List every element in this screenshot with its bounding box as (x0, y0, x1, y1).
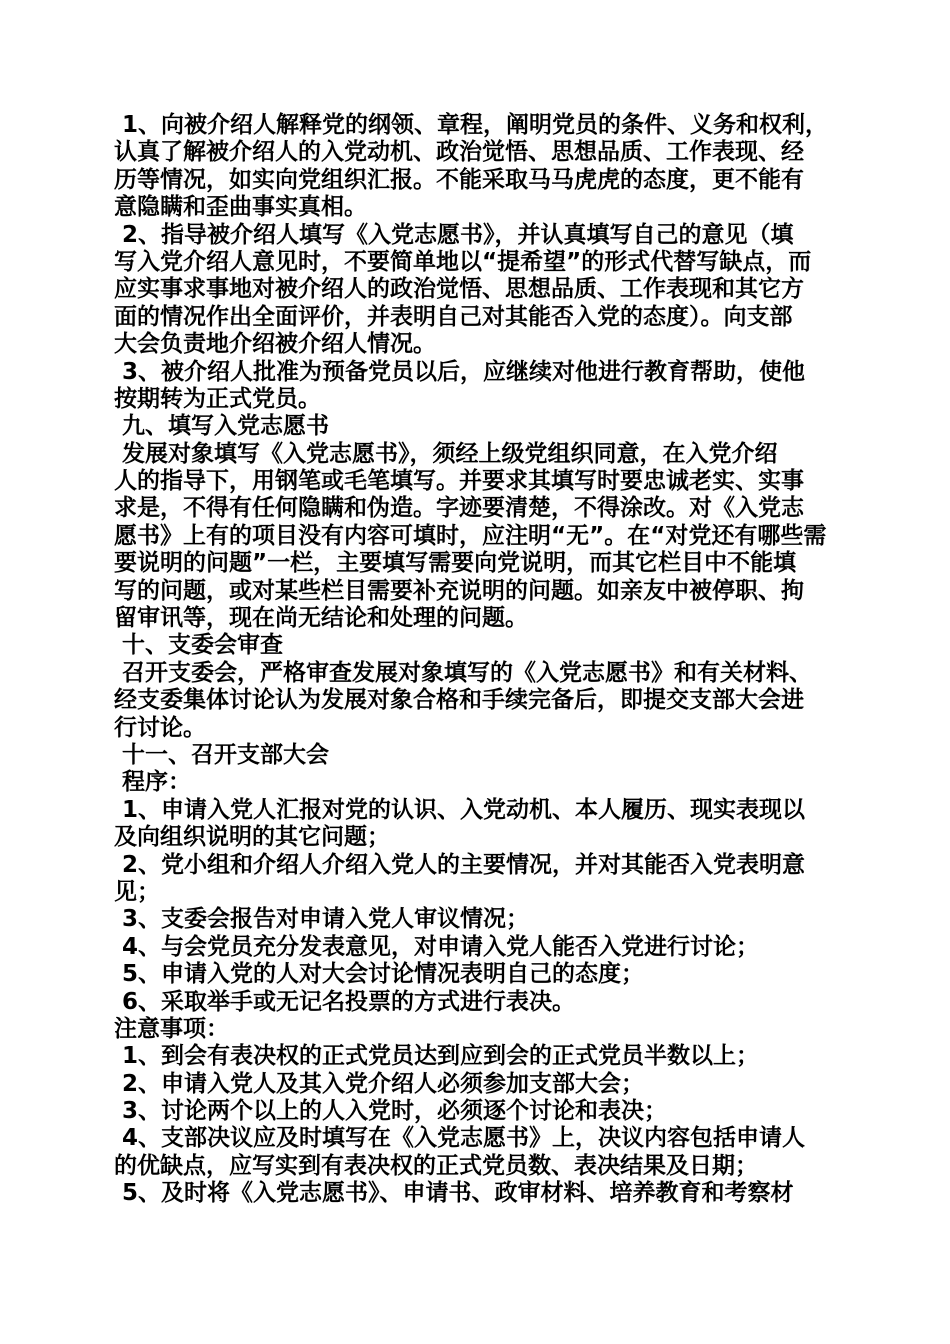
text-line: 人的指导下，用钢笔或毛笔填写。并要求其填写时要忠诚老实、实事 (114, 468, 804, 495)
text-line: 4、与会党员充分发表意见，对申请入党人能否入党进行讨论； (114, 933, 760, 960)
text-line: 按期转为正式党员。 (114, 385, 321, 412)
text-line: 召开支委会，严格审查发展对象填写的《入党志愿书》和有关材料、 (114, 659, 813, 686)
text-line: 意隐瞒和歪曲事实真相。 (114, 194, 367, 221)
text-line: 的优缺点，应写实到有表决权的正式党员数、表决结果及日期； (114, 1152, 758, 1179)
text-line: 大会负责地介绍被介绍人情况。 (114, 331, 436, 358)
text-line: 3、讨论两个以上的人入党时，必须逐个讨论和表决； (114, 1098, 668, 1125)
text-line: 1、向被介绍人解释党的纲领、章程，阐明党员的条件、义务和权利， (114, 112, 829, 138)
text-line: 求是，不得有任何隐瞒和伪造。字迹要清楚，不得涂改。对《入党志 (114, 495, 804, 522)
text-line: 2、申请入党人及其入党介绍人必须参加支部大会； (114, 1070, 645, 1097)
section-heading: 十、支委会审查 (114, 632, 284, 659)
text-line: 写的问题，或对某些栏目需要补充说明的问题。如亲友中被停职、拘 (114, 577, 804, 604)
text-line: 历等情况，如实向党组织汇报。不能采取马马虎虎的态度，更不能有 (114, 166, 804, 193)
text-line: 2、指导被介绍人填写《入党志愿书》，并认真填写自己的意见（填 (114, 221, 794, 248)
text-line: 应实事求事地对被介绍人的政治觉悟、思想品质、工作表现和其它方 (114, 276, 804, 303)
text-line: 发展对象填写《入党志愿书》，须经上级党组织同意，在入党介绍 (114, 440, 778, 467)
section-heading: 九、填写入党志愿书 (114, 413, 330, 440)
section-heading: 十一、召开支部大会 (114, 741, 330, 768)
text-line: 2、党小组和介绍人介绍入党人的主要情况，并对其能否入党表明意 (114, 851, 806, 878)
text-line: 写入党介绍人意见时，不要简单地以“提希望”的形式代替写缺点，而 (114, 248, 812, 275)
text-line: 见； (114, 878, 160, 905)
text-line: 6、采取举手或无记名投票的方式进行表决。 (114, 988, 576, 1015)
text-line: 要说明的问题”一栏，主要填写需要向党说明，而其它栏目中不能填 (114, 550, 797, 577)
text-line: 及向组织说明的其它问题； (114, 824, 390, 851)
text-line: 3、支委会报告对申请入党人审议情况； (114, 906, 530, 933)
text-line: 3、被介绍人批准为预备党员以后，应继续对他进行教育帮助，使他 (114, 358, 806, 385)
text-line: 1、到会有表决权的正式党员达到应到会的正式党员半数以上； (114, 1043, 760, 1070)
text-line: 留审讯等，现在尚无结论和处理的问题。 (114, 605, 528, 632)
text-line: 认真了解被介绍人的入党动机、政治觉悟、思想品质、工作表现、经 (114, 139, 804, 166)
text-line: 愿书》上有的项目没有内容可填时，应注明“无”。在“对党还有哪些需 (114, 522, 827, 549)
document-page (114, 112, 844, 1208)
text-line: 5、申请入党的人对大会讨论情况表明自己的态度； (114, 961, 645, 988)
text-line: 1、申请入党人汇报对党的认识、入党动机、本人履历、现实表现以 (114, 796, 806, 823)
text-line: 行讨论。 (114, 714, 206, 741)
subheading: 注意事项： (114, 1015, 229, 1042)
text-line: 4、支部决议应及时填写在《入党志愿书》上，决议内容包括申请人 (114, 1125, 806, 1152)
text-line: 面的情况作出全面评价，并表明自己对其能否入党的态度）。向支部 (114, 303, 793, 330)
text-line: 经支委集体讨论认为发展对象合格和手续完备后，即提交支部大会进 (114, 687, 804, 714)
text-line: 5、及时将《入党志愿书》、申请书、政审材料、培养教育和考察材 (114, 1180, 794, 1207)
subheading: 程序： (114, 769, 192, 796)
